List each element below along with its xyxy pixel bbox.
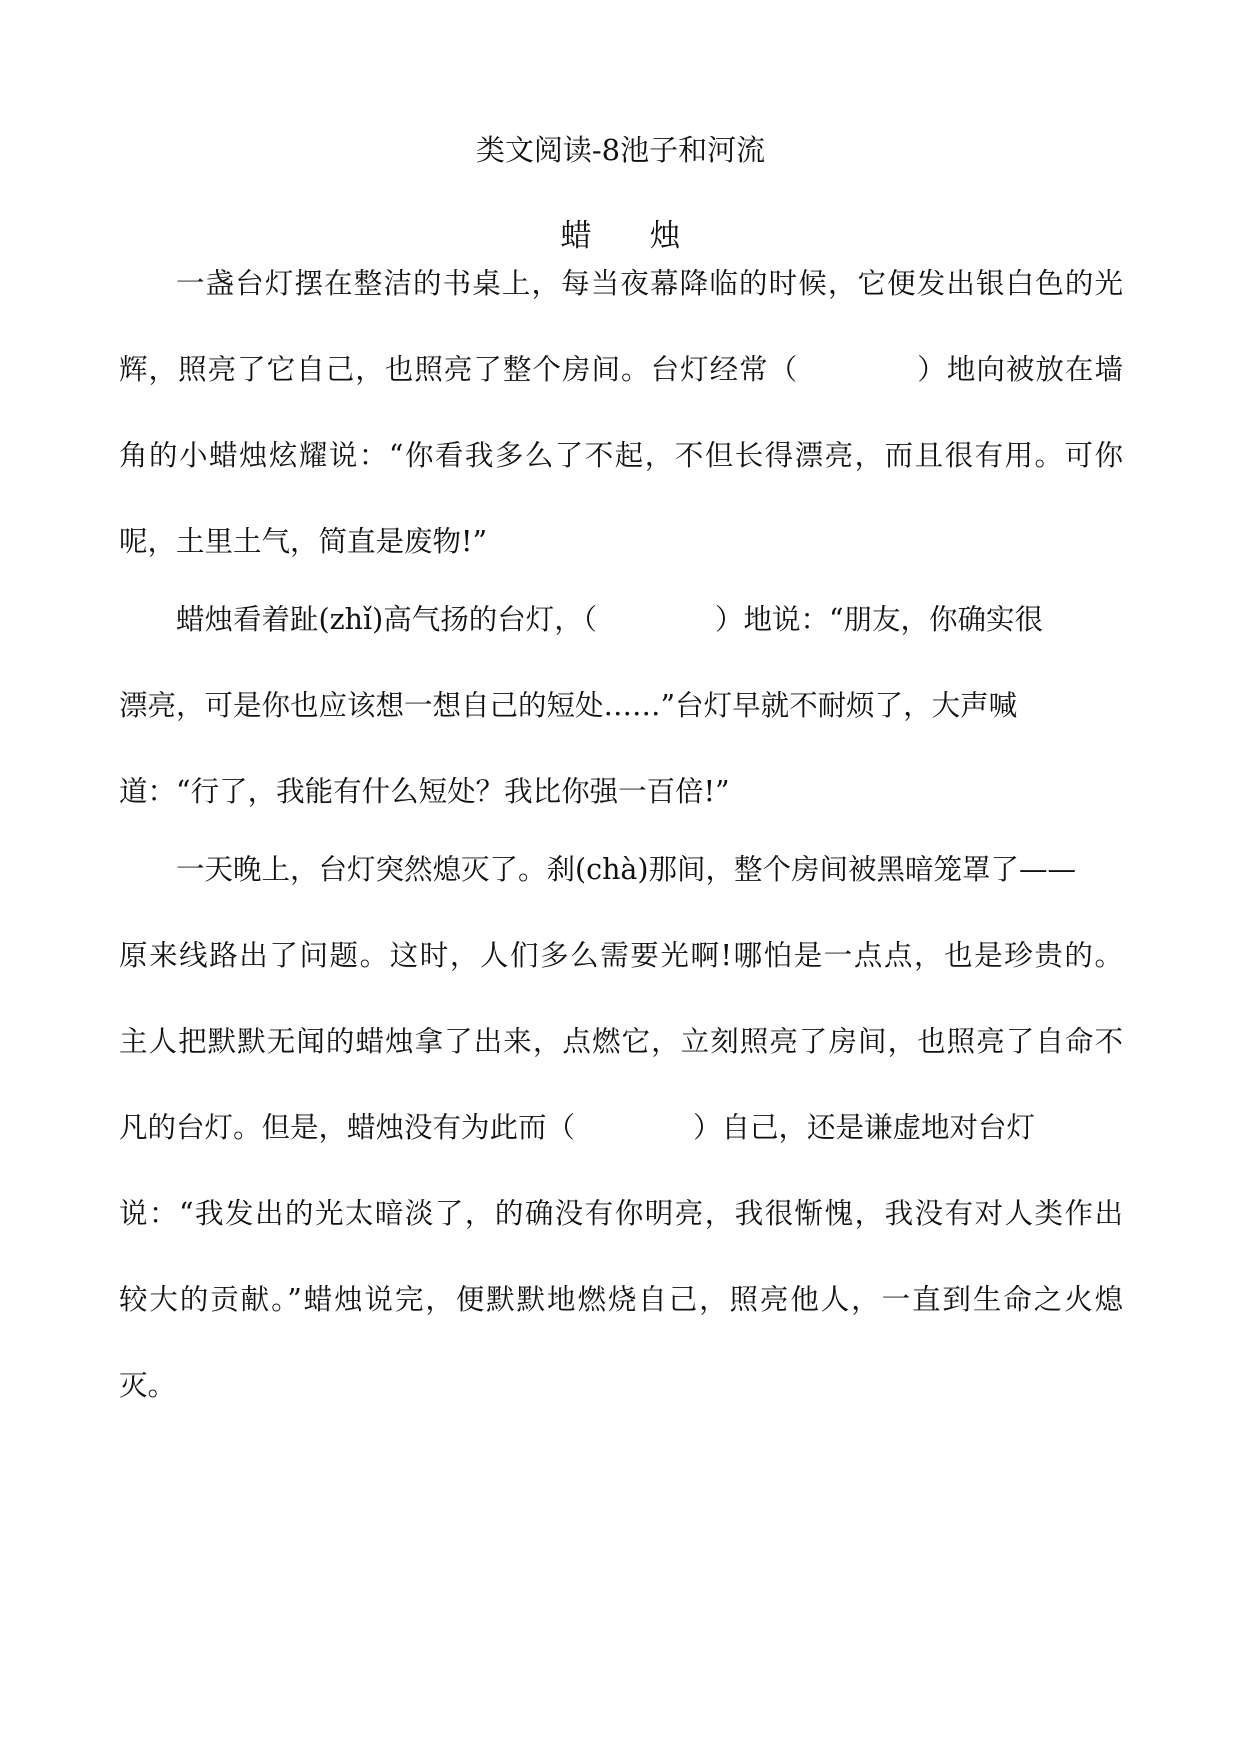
paragraph-line: 灭。 <box>119 1369 177 1402</box>
paragraph-line: 辉，照亮了它自己，也照亮了整个房间。台灯经常（ ）地向被放在墙 <box>119 353 1123 386</box>
paragraph-line: 原来线路出了问题。这时，人们多么需要光啊!哪怕是一点点，也是珍贵的。 <box>119 939 1123 972</box>
story-title: 蜡烛 <box>560 218 739 254</box>
paragraph-line: 蜡烛看着趾(zhǐ)高气扬的台灯，（ ）地说：“朋友，你确实很 <box>176 603 1044 636</box>
paragraph-line: 凡的台灯。但是，蜡烛没有为此而（ ）自己，还是谦虚地对台灯 <box>119 1111 1036 1144</box>
paragraph-line: 一天晚上，台灯突然熄灭了。刹(chà)那间，整个房间被黑暗笼罩了—— <box>176 853 1077 886</box>
paragraph-line: 漂亮，可是你也应该想一想自己的短处……”台灯早就不耐烦了，大声喊 <box>119 689 1018 722</box>
paragraph-line: 角的小蜡烛炫耀说：“你看我多么了不起，不但长得漂亮，而且很有用。可你 <box>119 439 1123 472</box>
paragraph-line: 一盏台灯摆在整洁的书桌上，每当夜幕降临的时候，它便发出银白色的光 <box>176 267 1123 300</box>
paragraph-line: 呢，土里土气，简直是废物!” <box>119 525 488 558</box>
paragraph-line: 道：“行了，我能有什么短处？我比你强一百倍!” <box>119 775 730 808</box>
paragraph-line: 较大的贡献。”蜡烛说完，便默默地燃烧自己，照亮他人，一直到生命之火熄 <box>119 1283 1123 1316</box>
paragraph-line: 主人把默默无闻的蜡烛拿了出来，点燃它，立刻照亮了房间，也照亮了自命不 <box>119 1025 1123 1058</box>
paragraph-line: 说：“我发出的光太暗淡了，的确没有你明亮，我很惭愧，我没有对人类作出 <box>119 1197 1123 1230</box>
document-title: 类文阅读-8池子和河流 <box>475 133 766 167</box>
